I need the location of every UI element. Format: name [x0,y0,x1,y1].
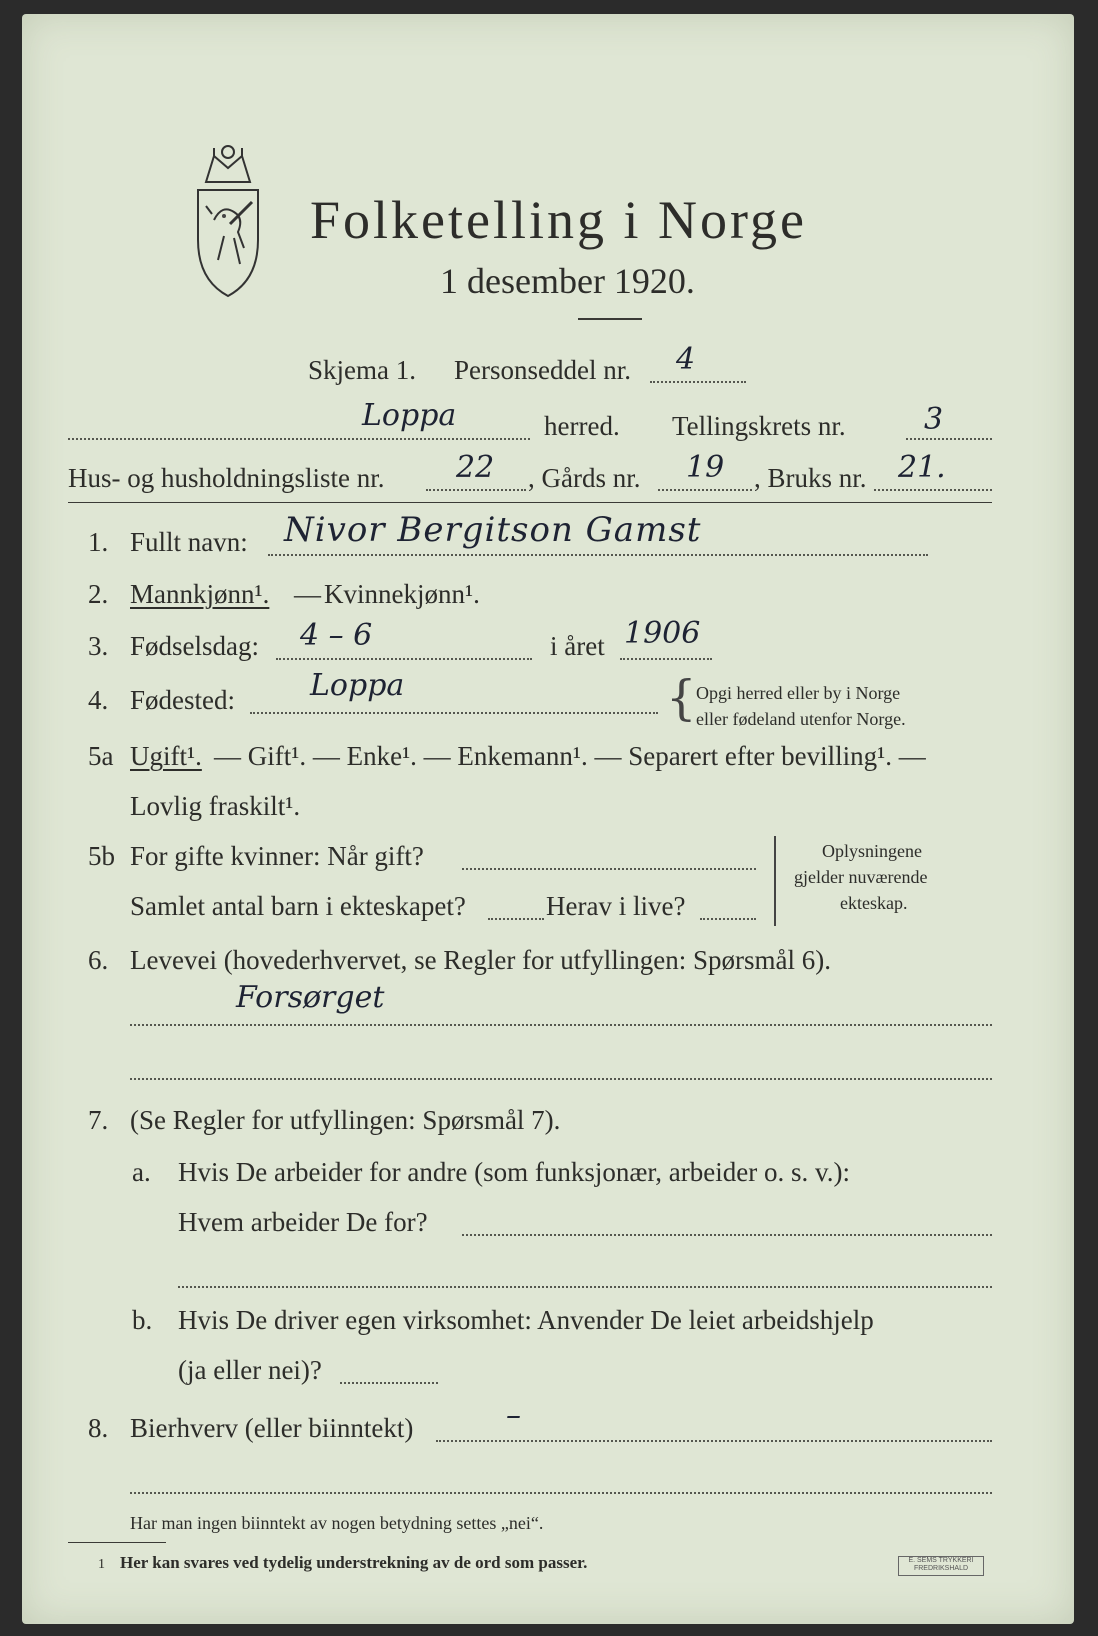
q1-number: 1. [88,527,109,557]
q7-number: 7. [88,1105,109,1135]
year-label: i året [550,631,605,661]
occupation-value[interactable]: Forsørget [236,980,385,1015]
status-divorced-option[interactable]: Lovlig fraskilt¹. [130,791,301,821]
herred-label: herred. [544,411,620,441]
children-total-label: Samlet antal barn i ekteskapet? [130,891,466,921]
occupation-line-1 [130,1024,992,1026]
birthplace-brace: { [666,670,697,726]
gards-line [658,489,752,491]
side-income-label: Bierhverv (eller biinntekt) [130,1413,414,1443]
gender-male-option[interactable]: Mannkjønn¹. [130,579,270,609]
q6-number: 6. [88,945,109,975]
tellingskrets-value[interactable]: 3 [924,402,944,437]
bruks-label: , Bruks nr. [754,463,867,493]
gender-separator: — [294,579,321,609]
census-form-sheet [22,14,1074,1624]
q8-number: 8. [88,1413,109,1443]
birth-year-value[interactable]: 1906 [624,616,701,651]
q7a-text: Hvis De arbeider for andre (som funksjonær, arbeider o. s. v.): [178,1157,850,1187]
footnote-number: 1 [98,1557,105,1572]
marriage-note-2: gjelder nuværende [794,867,928,887]
marriage-note-bracket [774,836,776,926]
norway-coat-of-arms-icon [184,140,272,300]
status-unmarried-option[interactable]: Ugift¹. [130,741,202,771]
personseddel-label: Personseddel nr. [454,355,631,385]
hired-help-line [340,1382,438,1384]
occupation-line-2 [130,1078,992,1080]
husliste-value[interactable]: 22 [456,450,495,485]
birthday-value[interactable]: 4 – 6 [300,618,373,653]
employer-line-2 [178,1286,992,1288]
children-alive-line [700,918,756,920]
side-income-value[interactable]: – [506,1398,521,1433]
q1-label: Fullt navn: [130,527,248,557]
q5b-number: 5b [88,841,115,871]
header-divider [68,502,992,503]
tellingskrets-label: Tellingskrets nr. [672,411,846,441]
employer-label: Hvem arbeider De for? [178,1207,428,1237]
q2-number: 2. [88,579,109,609]
birthplace-line [250,712,658,714]
no-income-note: Har man ingen biinntekt av nogen betydning settes „nei“. [130,1513,544,1533]
footnote-text: Her kan svares ved tydelig understrekning av de ord som passer. [120,1553,588,1572]
birthplace-value[interactable]: Loppa [310,668,405,703]
occupation-label: Levevei (hovederhvervet, se Regler for utfyllingen: Spørsmål 6). [130,945,832,975]
married-when-line [462,868,756,870]
married-when-label: For gifte kvinner: Når gift? [130,841,424,871]
printer-stamp [898,1556,984,1576]
herred-value[interactable]: Loppa [362,398,457,433]
birthplace-note-1: Opgi herred eller by i Norge [696,683,901,703]
printer-stamp-line-1: E. SEMS TRYKKERI [908,1557,974,1564]
q7a-letter: a. [132,1157,151,1187]
q7-label: (Se Regler for utfyllingen: Spørsmål 7). [130,1105,561,1135]
footnote-divider [68,1542,166,1543]
q7b-letter: b. [132,1305,153,1335]
personseddel-line [650,381,746,383]
full-name-line [268,554,928,556]
gards-value[interactable]: 19 [686,450,725,485]
form-title: Folketelling i Norge [310,190,807,250]
children-total-line [488,918,544,920]
side-income-line [436,1440,992,1442]
printer-stamp-line-2: FREDRIKSHALD [913,1565,969,1572]
birthday-line [276,658,532,660]
birth-year-line [620,658,712,660]
husliste-line [426,489,526,491]
q3-label: Fødselsdag: [130,631,260,661]
q5a-number: 5a [88,741,114,771]
birthplace-note-2: eller fødeland utenfor Norge. [696,709,906,729]
gards-label: , Gårds nr. [528,463,641,493]
q3-number: 3. [88,631,109,661]
bruks-value[interactable]: 21. [898,450,946,485]
q4-number: 4. [88,685,109,715]
q4-label: Fødested: [130,685,235,715]
title-divider [578,318,642,320]
employer-line-1 [462,1234,992,1236]
hired-help-label: (ja eller nei)? [178,1355,322,1385]
herred-line [68,438,530,440]
children-alive-label: Herav i live? [546,891,686,921]
husliste-label: Hus- og husholdningsliste nr. [68,463,385,493]
tellingskrets-line [906,438,992,440]
full-name-value[interactable]: Nivor Bergitson Gamst [284,510,702,550]
side-income-line-2 [130,1492,992,1494]
marital-status-options[interactable]: — Gift¹. — Enke¹. — Enkemann¹. — Separert efter bevilling¹. — [214,741,926,771]
personseddel-value[interactable]: 4 [676,342,696,377]
marriage-note-3: ekteskap. [840,893,908,913]
schema-label: Skjema 1. [308,355,416,385]
marriage-note-1: Oplysningene [822,841,922,861]
census-date: 1 desember 1920. [440,261,695,301]
bruks-line [874,489,992,491]
q7b-text: Hvis De driver egen virksomhet: Anvender De leiet arbeidshjelp [178,1305,874,1335]
gender-female-option[interactable]: Kvinnekjønn¹. [324,579,480,609]
